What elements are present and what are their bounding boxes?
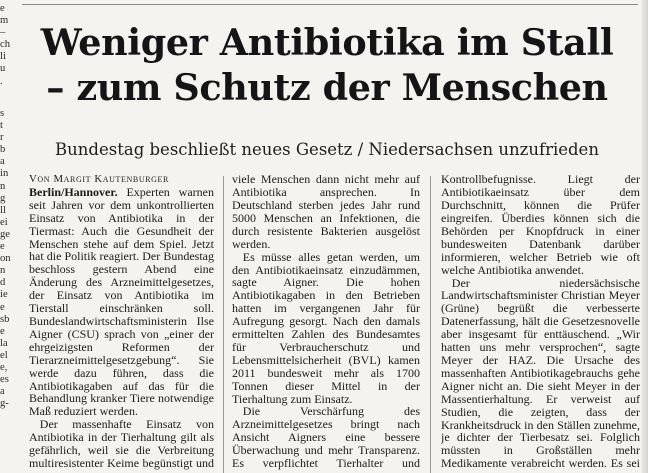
article-column-1 (29, 173, 214, 470)
column-divider-1 (223, 176, 224, 473)
paragraph-1-text: Experten warnen seit Jahren vor dem unkontrollierten Einsatz von Antibiotika in der Tiermast: Auch die Gesundheit der Menschen stehe auf dem Spiel. Jetzt hat die Politik reagiert. Der Bundestag beschloss gestern Abend eine Änderung des Arzneimittelgesetzes, der Einsatz von Antibiotika im Tierstall einschränken soll. Bundeslandwirtschaftsministerin Ilse Aigner (CSU) sprach von „einer der ehrgeizigsten Reformen der Tierarzneimittelgesetzgebung“. Sie werde dazu führen, dass die Antibiotikagaben auf das für die Behandlung kranker Tiere notwendige Maß reduziert werden. (29, 184, 214, 419)
margin-fragment-a-6: . (0, 75, 3, 87)
paragraph-5: Der niedersächsische Landwirtschaftsminister Christian Meyer (Grüne) begrüßt die verbesserte Datenerfassung, hält die Gesetzesnovelle aber insgesamt für enttäuschend. „Wir hatten uns mehr versprochen“, sagte Meyer der HAZ. Die Ursache des massenhaften Antibiotikagebrauchs gehe Aigner nicht an. Die sieht Meyer in der Massentierhaltung. Er verweist auf Studien, die zeigten, dass der Krankheitsdruck in den Ställen zunehme, je dichter der Tierbesatz sei. Folglich müssten in Großställen mehr Medikamente verabreicht werden. Es sei (441, 275, 640, 470)
margin-fragment-b-0: s (0, 108, 5, 119)
margin-fragment-a-4: li (0, 51, 6, 63)
margin-fragments-bottom (0, 108, 11, 410)
margin-fragment-b-4: a (0, 156, 5, 168)
paragraph-2: viele Menschen dann nicht mehr auf Antibiotika ansprechen. In Deutschland sterben jedes Jahr rund 5000 Menschen an Infektionen, die durch resistente Bakterien ausgelöst werden. (232, 173, 420, 251)
margin-fragment-a-3: ch (0, 39, 10, 51)
margin-fragment-b-8: ll (0, 204, 6, 216)
article-subheadline: Bundestag beschließt neues Gesetz / Niedersachsen unzufrieden (55, 140, 599, 159)
margin-fragment-b-19: la (0, 337, 8, 349)
margin-fragment-b-21: e, (0, 361, 8, 373)
article-column-3 (441, 173, 640, 470)
column-divider-2 (430, 176, 431, 473)
margin-fragment-b-2: r (0, 132, 4, 144)
margin-fragment-b-7: g (0, 192, 6, 204)
byline: Von Margit Kautenburger (29, 173, 169, 185)
margin-fragment-a-2: – (0, 27, 6, 39)
margin-fragment-b-11: e (0, 241, 5, 253)
margin-fragment-b-15: ie (0, 289, 8, 301)
paragraph-4: Kontrollbefugnisse. Liegt der Antibiotikaeinsatz über dem Durchschnitt, können die Prüfer eingreifen. Überdies können sich die Behörden per Knopfdruck in einer bundesweiten Datenbank darüber informieren, welcher Betrieb wie oft welche Antibiotika anwendet. (441, 173, 640, 277)
paragraph-1 (29, 186, 214, 418)
article-column-2 (232, 173, 420, 470)
paragraph-4: Die Verschärfung des Arzneimittelgesetzes bringt nach Ansicht Aigners eine bessere Überwachung und mehr Transparenz. Es verpflichtet Tierhalter und (232, 404, 420, 470)
margin-fragment-b-14: d (0, 277, 6, 289)
margin-fragment-b-3: b (0, 144, 6, 156)
margin-fragment-b-5: in (0, 168, 9, 180)
margin-fragment-b-13: n (0, 265, 6, 277)
margin-fragment-b-23: a (0, 386, 5, 398)
page-edge-shadow (642, 0, 648, 473)
dateline: Berlin/Hannover. (29, 184, 118, 199)
margin-fragment-a-0: e (0, 3, 5, 14)
headline-line-2: – zum Schutz der Menschen (46, 66, 608, 109)
margin-fragment-a-5: u (0, 63, 6, 75)
article-headline (14, 20, 640, 110)
previous-article-edge (0, 0, 14, 473)
margin-fragment-b-20: el (0, 349, 8, 361)
margin-fragment-b-17: sb (0, 313, 10, 325)
paragraph-3: Es müsse alles getan werden, um den Antibiotikaeinsatz einzudämmen, sagte Aigner. Die hohen Antibiotikagaben in den Betrieben hatten im vergangenen Jahr für Aufregung gesorgt. Nach den damals ermittelten Zahlen des Bundesamtes für Verbraucherschutz und Lebensmittelsicherheit (BVL) kamen 2011 bundesweit mehr als 1700 Tonnen dieser Mittel in der Tierhaltung zum Einsatz. (232, 249, 420, 406)
margin-fragment-b-16: e (0, 301, 5, 313)
column-flow-3 (441, 173, 640, 470)
margin-fragment-a-1: m (0, 15, 9, 27)
margin-fragments-top (0, 3, 10, 87)
margin-fragment-b-12: on (0, 253, 11, 265)
column-flow-2 (232, 173, 420, 470)
paragraph-2: Der massenhafte Einsatz von Antibiotika in der Tierhaltung gilt als gefährlich, weil sie die Verbreitung multiresistenter Keime begünstigt und (29, 417, 214, 470)
margin-fragment-b-1: t (0, 120, 3, 132)
margin-fragment-b-6: n (0, 180, 6, 192)
margin-fragment-b-22: es (0, 374, 9, 386)
margin-fragment-b-9: ei (0, 216, 8, 228)
column-flow-1 (29, 173, 214, 470)
margin-fragment-b-10: ge (0, 228, 10, 240)
margin-fragment-b-18: e (0, 325, 5, 337)
top-rule (22, 4, 638, 5)
margin-fragment-b-24: g- (0, 398, 9, 410)
headline-line-1: Weniger Antibiotika im Stall (40, 21, 614, 64)
